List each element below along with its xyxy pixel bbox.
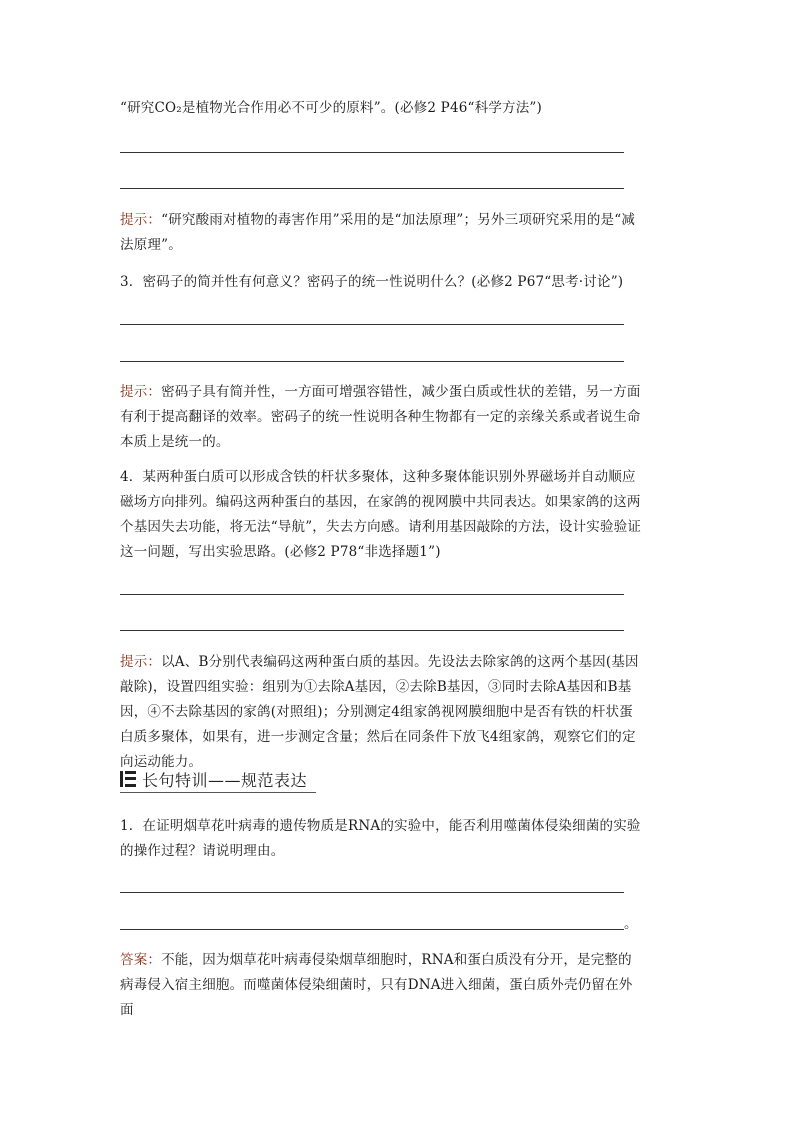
hint-2 bbox=[120, 208, 645, 258]
answer-line bbox=[120, 892, 624, 893]
hint-label: 提示： bbox=[120, 384, 162, 400]
hint-label: 提示： bbox=[120, 212, 162, 228]
section-title: 长句特训——规范表达 bbox=[142, 770, 308, 790]
answer-line bbox=[120, 594, 624, 595]
section-heading bbox=[120, 766, 307, 792]
hint-4 bbox=[120, 650, 645, 775]
long-question-1: 1．在证明烟草花叶病毒的遗传物质是RNA的实验中，能否利用噬菌体侵染细菌的实验的操作过程？请说明理由。 bbox=[120, 818, 641, 859]
answer-line bbox=[120, 361, 624, 362]
line-end-period: 。 bbox=[624, 916, 638, 932]
hint-3 bbox=[120, 380, 645, 455]
answer-line bbox=[120, 324, 624, 325]
answer-text: 不能，因为烟草花叶病毒侵染烟草细胞时，RNA和蛋白质没有分开，是完整的病毒侵入宿主细胞。而噬菌体侵染细菌时，只有DNA进入细菌，蛋白质外壳仍留在外面 bbox=[120, 952, 633, 1018]
answer-line bbox=[120, 188, 624, 189]
section-underline bbox=[120, 792, 316, 793]
question-2-tail: “研究CO₂是植物光合作用必不可少的原料”。(必修2 P46“科学方法”) bbox=[120, 100, 542, 116]
hint-text: “研究酸雨对植物的毒害作用”采用的是“加法原理”；另外三项研究采用的是“减法原理”。 bbox=[120, 212, 636, 253]
answer-line bbox=[120, 152, 624, 153]
question-3: 3．密码子的简并性有何意义？密码子的统一性说明什么？(必修2 P67“思考·讨论”) bbox=[120, 274, 624, 290]
answer-label: 答案： bbox=[120, 952, 162, 968]
question-4: 4．某两种蛋白质可以形成含铁的杆状多聚体，这种多聚体能识别外界磁场并自动顺应磁场方向排列。编码这两种蛋白的基因，在家鸽的视网膜中共同表达。如果家鸽的这两个基因失去功能，将无法“导航”，失去方向感。请利用基因敲除的方法，设计实验验证这一问题，写出实验思路。(必修2 P78“非选择题1”) bbox=[120, 469, 642, 560]
hint-text: 密码子具有简并性，一方面可增强容错性，减少蛋白质或性状的差错，另一方面有利于提高翻译的效率。密码子的统一性说明各种生物都有一定的亲缘关系或者说生命本质上是统一的。 bbox=[120, 384, 641, 450]
answer-line bbox=[120, 929, 624, 930]
hint-text: 以A、B分别代表编码这两种蛋白质的基因。先设法去除家鸽的这两个基因(基因敲除)，设置四组实验：组别为①去除A基因，②去除B基因，③同时去除A基因和B基因，④不去除基因的家鸽(对照组)；分别测定4组家鸽视网膜细胞中是否有铁的杆状蛋白质多聚体，如果有，进一步测定含量；然后在同条件下放飞4组家鸽，观察它们的定向运动能力。 bbox=[120, 654, 639, 770]
section-heading-icon bbox=[120, 771, 136, 787]
answer-1 bbox=[120, 948, 645, 1023]
hint-label: 提示： bbox=[120, 654, 162, 670]
answer-line bbox=[120, 630, 624, 631]
